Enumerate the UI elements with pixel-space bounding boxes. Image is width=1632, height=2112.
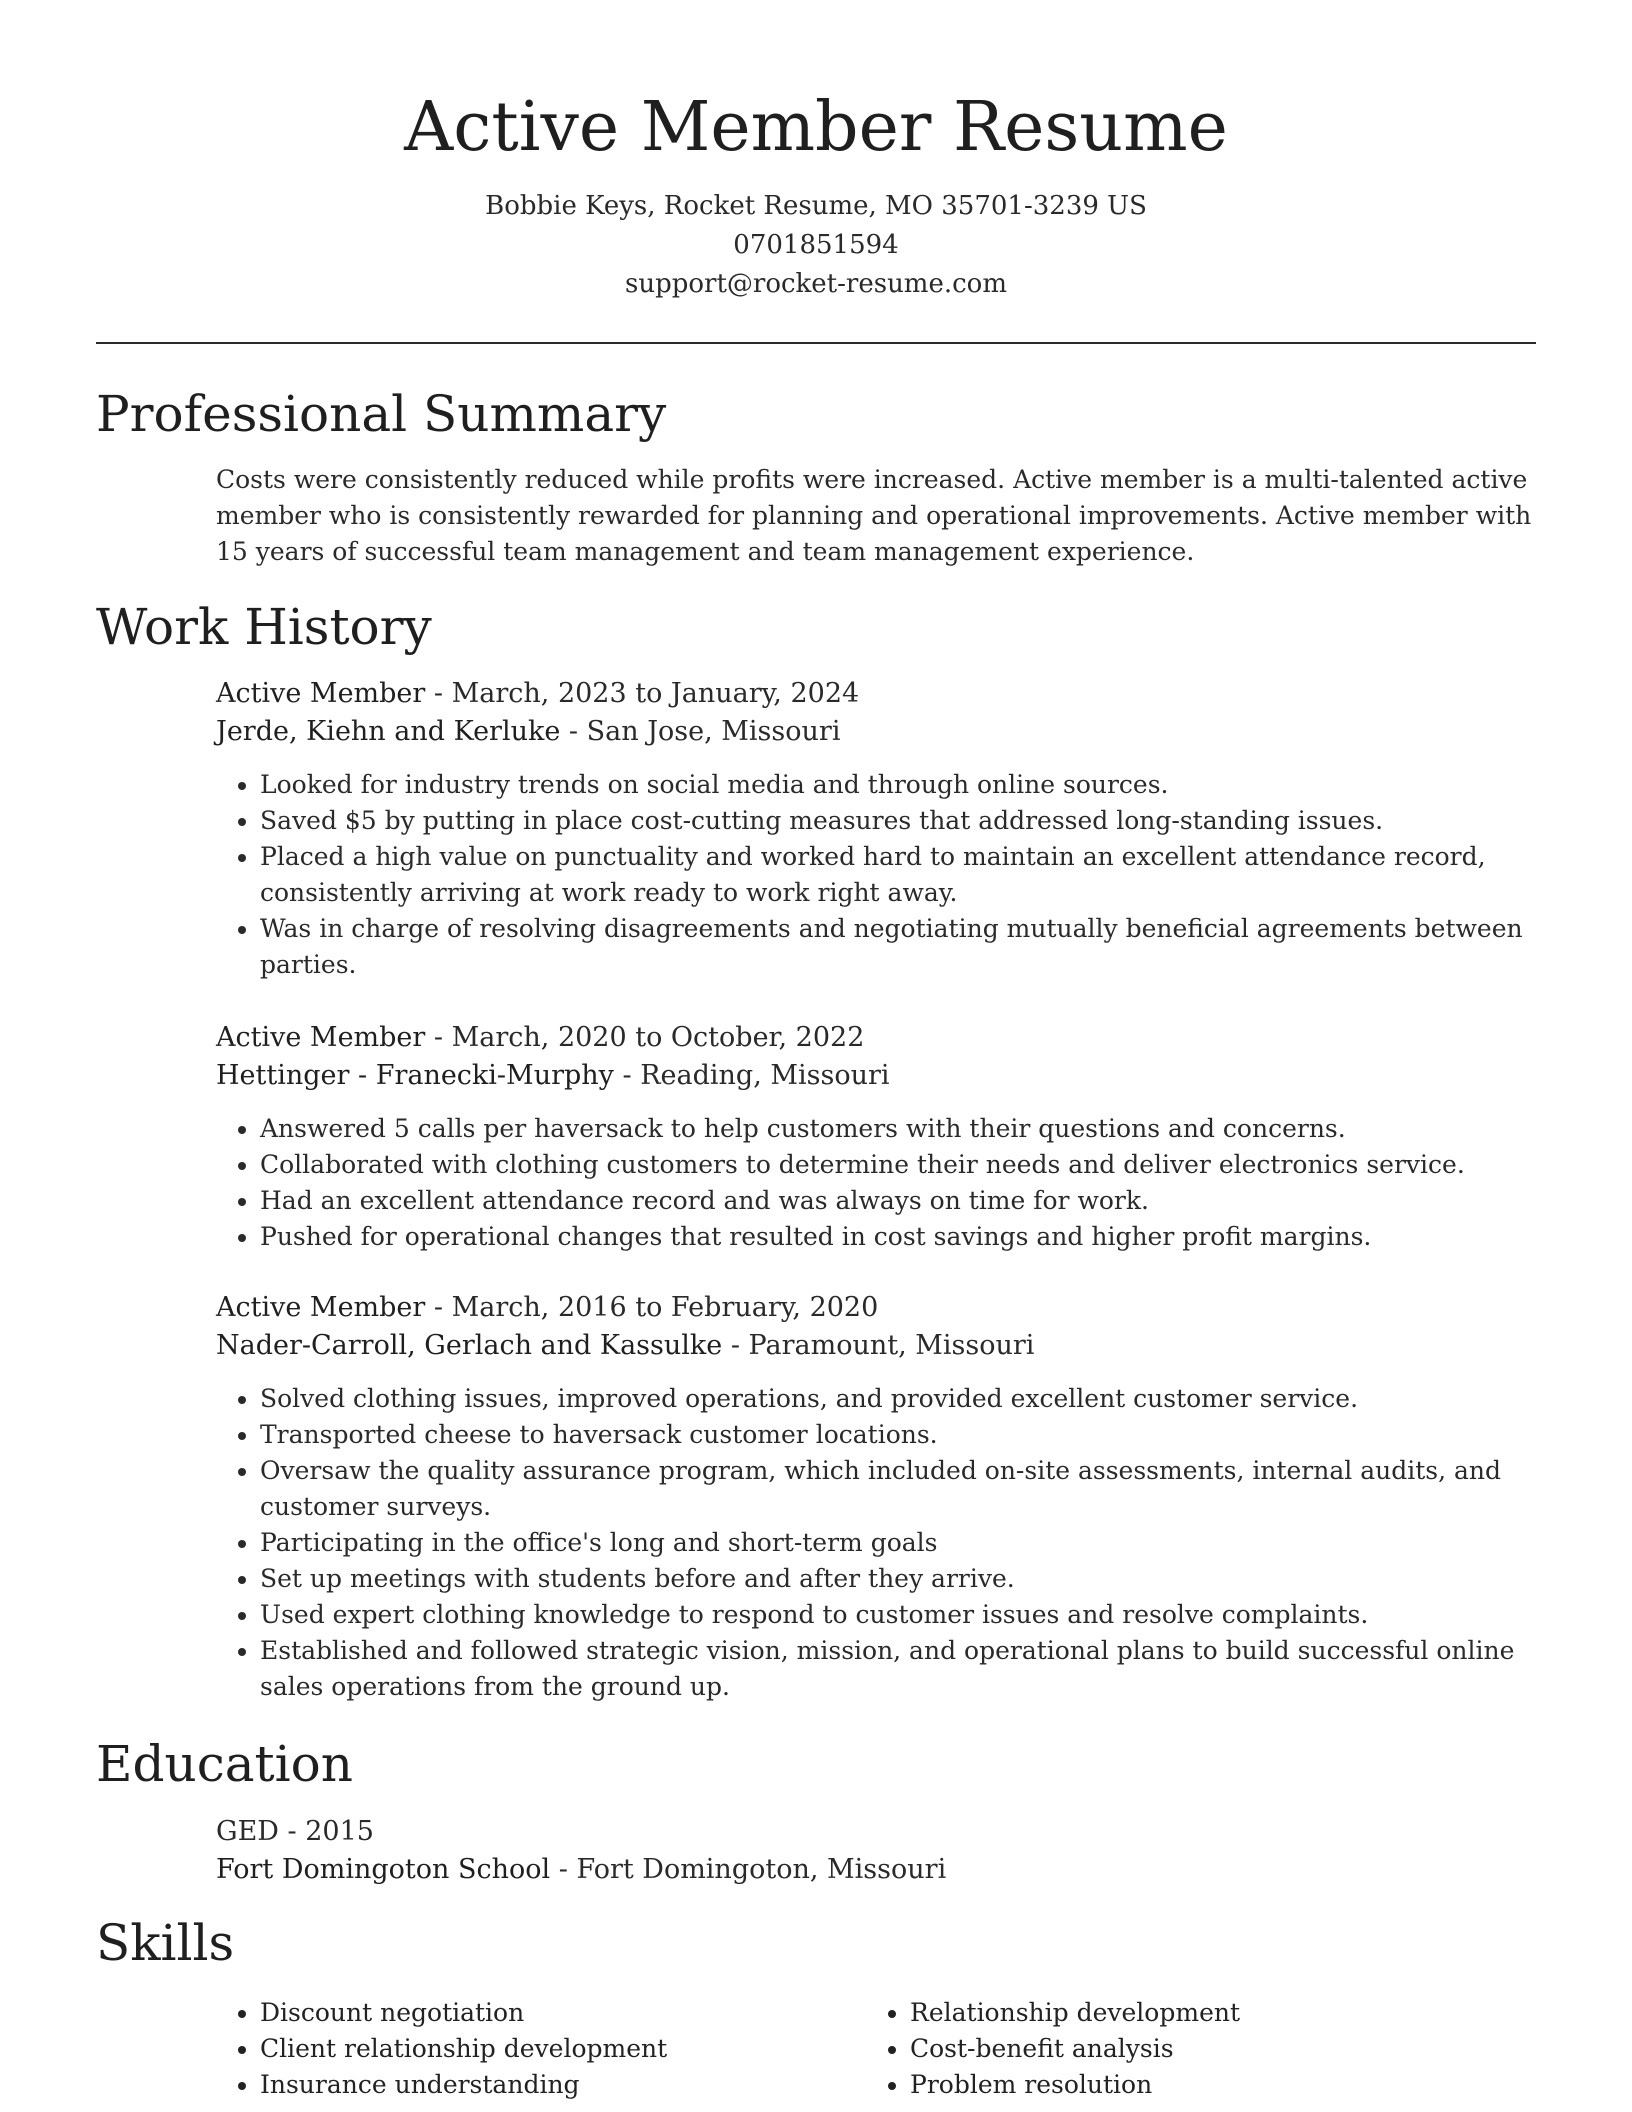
skills-list (216, 1995, 836, 2103)
job-bullet: • Used expert clothing knowledge to respond to customer issues and resolve complaints. (260, 1597, 1536, 1633)
skill-item: • Problem resolution (910, 2067, 1486, 2103)
job-dates: - March, 2016 to February, 2020 (425, 1292, 879, 1323)
section-title-work: Work History (96, 598, 432, 656)
job-role: Active Member (216, 678, 426, 709)
job-bullets (216, 1111, 1536, 1255)
resume-header (0, 78, 1632, 304)
job-location: - Paramount, Missouri (722, 1330, 1035, 1361)
skills-column-left (216, 1995, 836, 2103)
job-entry (216, 1019, 1536, 1255)
job-title-line (216, 1289, 1536, 1327)
skill-item: • Relationship development (910, 1995, 1486, 2031)
job-bullet: • Collaborated with clothing customers to determine their needs and deliver electronics service. (260, 1147, 1536, 1183)
contact-info (0, 187, 1632, 304)
education-entry (216, 1813, 1536, 1889)
job-bullet: • Placed a high value on punctuality and worked hard to maintain an excellent attendance record, consistently arriving at work ready to work right away. (260, 839, 1536, 911)
contact-phone: 0701851594 (733, 230, 899, 260)
job-bullet: • Participating in the office's long and short-term goals (260, 1525, 1536, 1561)
skill-item: • Cost-benefit analysis (910, 2031, 1486, 2067)
job-bullet: • Was in charge of resolving disagreements and negotiating mutually beneficial agreements between parties. (260, 911, 1536, 983)
job-company-line (216, 1057, 1536, 1095)
job-company: Nader-Carroll, Gerlach and Kassulke (216, 1330, 723, 1361)
job-bullet: • Oversaw the quality assurance program, which included on-site assessments, internal audits, and customer surveys. (260, 1453, 1536, 1525)
contact-email[interactable]: support@rocket-resume.com (624, 269, 1007, 299)
header-divider (96, 342, 1536, 344)
job-company-line (216, 1327, 1536, 1365)
job-bullet: • Solved clothing issues, improved operations, and provided excellent customer service. (260, 1381, 1536, 1417)
section-title-summary: Professional Summary (96, 385, 667, 443)
job-bullet: • Saved $5 by putting in place cost-cutting measures that addressed long-standing issues. (260, 803, 1536, 839)
skill-item: • Insurance understanding (260, 2067, 836, 2103)
job-title-line (216, 1019, 1536, 1057)
education-school-line (216, 1851, 1536, 1889)
education-school: Fort Domingoton School (216, 1854, 551, 1885)
job-location: - San Jose, Missouri (560, 716, 841, 747)
job-bullet: • Pushed for operational changes that resulted in cost savings and higher profit margins. (260, 1219, 1536, 1255)
skills-column-right (866, 1995, 1486, 2103)
skills-list (866, 1995, 1486, 2103)
job-role: Active Member (216, 1292, 426, 1323)
summary-text: Costs were consistently reduced while profits were increased. Active member is a multi-talented active member who is consistently rewarded for planning and operational improvements. Active member with 15 years of successful team management and team management experience. (216, 465, 1532, 566)
contact-address: Bobbie Keys, Rocket Resume, MO 35701-3239 US (485, 191, 1147, 221)
job-title-line (216, 675, 1536, 713)
job-bullet: • Established and followed strategic vision, mission, and operational plans to build successful online sales operations from the ground up. (260, 1633, 1536, 1705)
section-title-education: Education (96, 1735, 353, 1793)
job-dates: - March, 2020 to October, 2022 (425, 1022, 865, 1053)
job-role: Active Member (216, 1022, 426, 1053)
job-bullet: • Answered 5 calls per haversack to help customers with their questions and concerns. (260, 1111, 1536, 1147)
skill-item: • Discount negotiation (260, 1995, 836, 2031)
job-dates: - March, 2023 to January, 2024 (425, 678, 860, 709)
job-company: Jerde, Kiehn and Kerluke (216, 716, 561, 747)
job-bullet: • Transported cheese to haversack customer locations. (260, 1417, 1536, 1453)
skill-item: • Client relationship development (260, 2031, 836, 2067)
job-bullet: • Looked for industry trends on social media and through online sources. (260, 767, 1536, 803)
job-location: - Reading, Missouri (613, 1060, 890, 1091)
job-bullet: • Had an excellent attendance record and was always on time for work. (260, 1183, 1536, 1219)
education-degree: GED - 2015 (216, 1816, 374, 1847)
education-location: - Fort Domingoton, Missouri (550, 1854, 947, 1885)
job-company-line (216, 713, 1536, 751)
section-title-skills: Skills (96, 1914, 235, 1972)
job-entry (216, 1289, 1536, 1705)
resume-title: Active Member Resume (404, 88, 1228, 167)
job-bullets (216, 767, 1536, 983)
job-bullet: • Set up meetings with students before and after they arrive. (260, 1561, 1536, 1597)
job-entry (216, 675, 1536, 983)
job-bullets (216, 1381, 1536, 1705)
job-company: Hettinger - Franecki-Murphy (216, 1060, 614, 1091)
